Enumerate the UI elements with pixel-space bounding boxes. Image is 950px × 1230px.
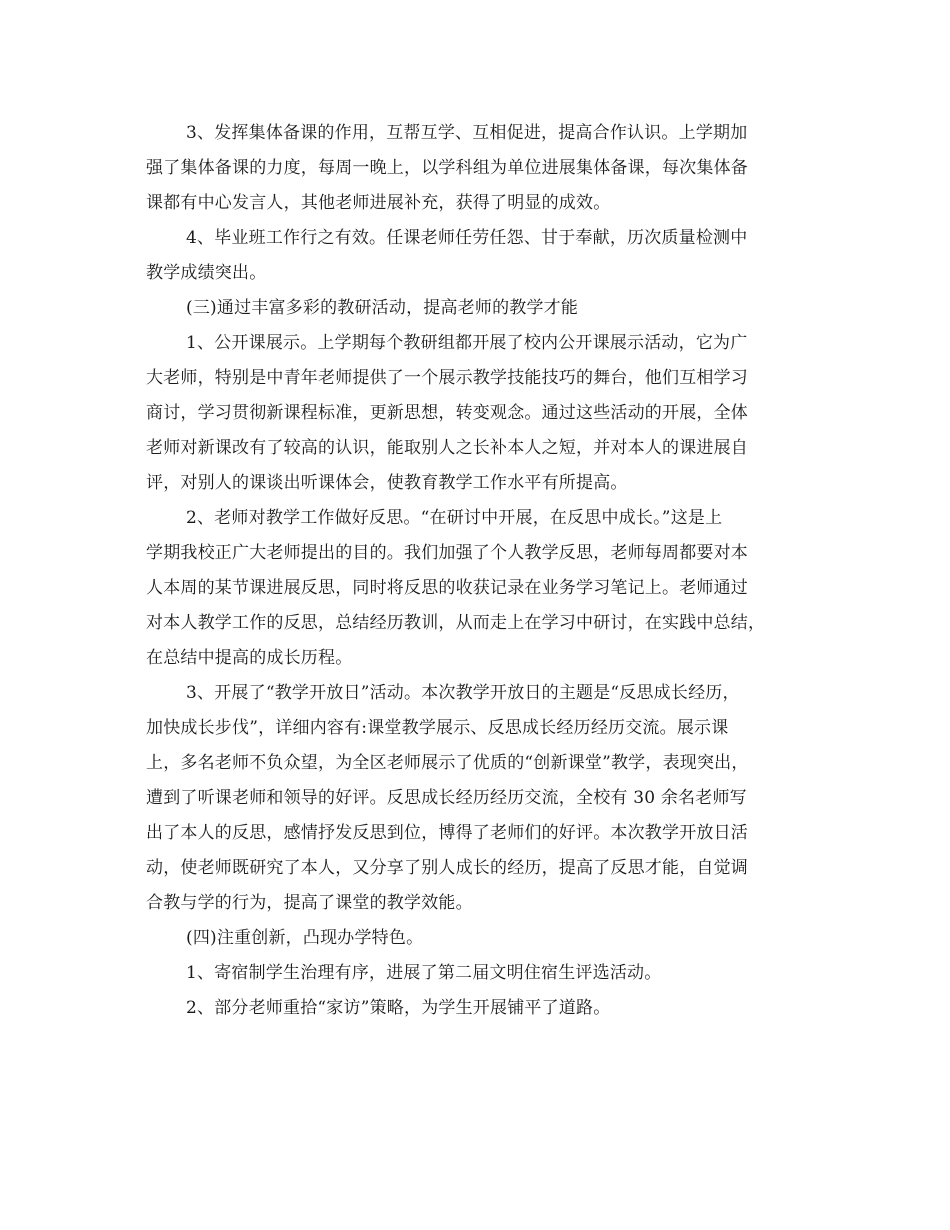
paragraph-line: 商讨，学习贯彻新课程标准，更新思想，转变观念。通过这些活动的开展，全体 [146,403,748,423]
paragraph-line: 上，多名老师不负众望，为全区老师展示了优质的“创新课堂”教学，表现突出， [146,753,749,773]
paragraph-line: 2、部分老师重拾“家访”策略，为学生开展铺平了道路。 [186,998,611,1018]
paragraph-line: 教学成绩突出。 [146,263,267,283]
paragraph-line: 3、开展了“教学开放日”活动。本次教学开放日的主题是“反思成长经历， [186,683,740,703]
paragraph-line: 对本人教学工作的反思，总结经历教训，从而走上在学习中研讨，在实践中总结， [146,613,766,633]
paragraph-line: 加快成长步伐”，详细内容有:课堂教学展示、反思成长经历经历交流。展示课 [146,718,729,738]
paragraph-line: 学期我校正广大老师提出的目的。我们加强了个人教学反思，老师每周都要对本 [146,543,748,563]
paragraph-line: 合教与学的行为，提高了课堂的教学效能。 [146,893,473,913]
paragraph-line: 3、发挥集体备课的作用，互帮互学、互相促进，提高合作认识。上学期加 [186,123,748,143]
paragraph-line: 老师对新课改有了较高的认识，能取别人之长补本人之短，并对本人的课进展自 [146,438,748,458]
paragraph-line: 课都有中心发言人，其他老师进展补充，获得了明显的成效。 [146,193,611,213]
paragraph-line: 1、公开课展示。上学期每个教研组都开展了校内公开课展示活动，它为广 [186,333,748,353]
paragraph-line: 出了本人的反思，感情抒发反思到位，博得了老师们的好评。本次教学开放日活 [146,823,748,843]
paragraph-line: 人本周的某节课进展反思，同时将反思的收获记录在业务学习笔记上。老师通过 [146,578,748,598]
paragraph-line: 遭到了听课老师和领导的好评。反思成长经历经历交流，全校有 30 余名老师写 [146,788,747,808]
section-heading: (四)注重创新，凸现办学特色。 [186,928,424,948]
paragraph-line: 4、毕业班工作行之有效。任课老师任劳任怨、甘于奉献，历次质量检测中 [186,228,748,248]
paragraph-line: 强了集体备课的力度，每周一晚上，以学科组为单位进展集体备课，每次集体备 [146,158,748,178]
paragraph-line: 1、寄宿制学生治理有序，进展了第二届文明住宿生评选活动。 [186,963,662,983]
paragraph-line: 2、老师对教学工作做好反思。“在研讨中开展，在反思中成长。”这是上 [186,508,723,528]
paragraph-line: 大老师，特别是中青年老师提供了一个展示教学技能技巧的舞台，他们互相学习 [146,368,748,388]
paragraph-line: 动，使老师既研究了本人，又分享了别人成长的经历，提高了反思才能，自觉调 [146,858,748,878]
section-heading: (三)通过丰富多彩的教研活动，提高老师的教学才能 [186,298,579,318]
paragraph-line: 在总结中提高的成长历程。 [146,648,353,668]
paragraph-line: 评，对别人的课谈出听课体会，使教育教学工作水平有所提高。 [146,473,628,493]
